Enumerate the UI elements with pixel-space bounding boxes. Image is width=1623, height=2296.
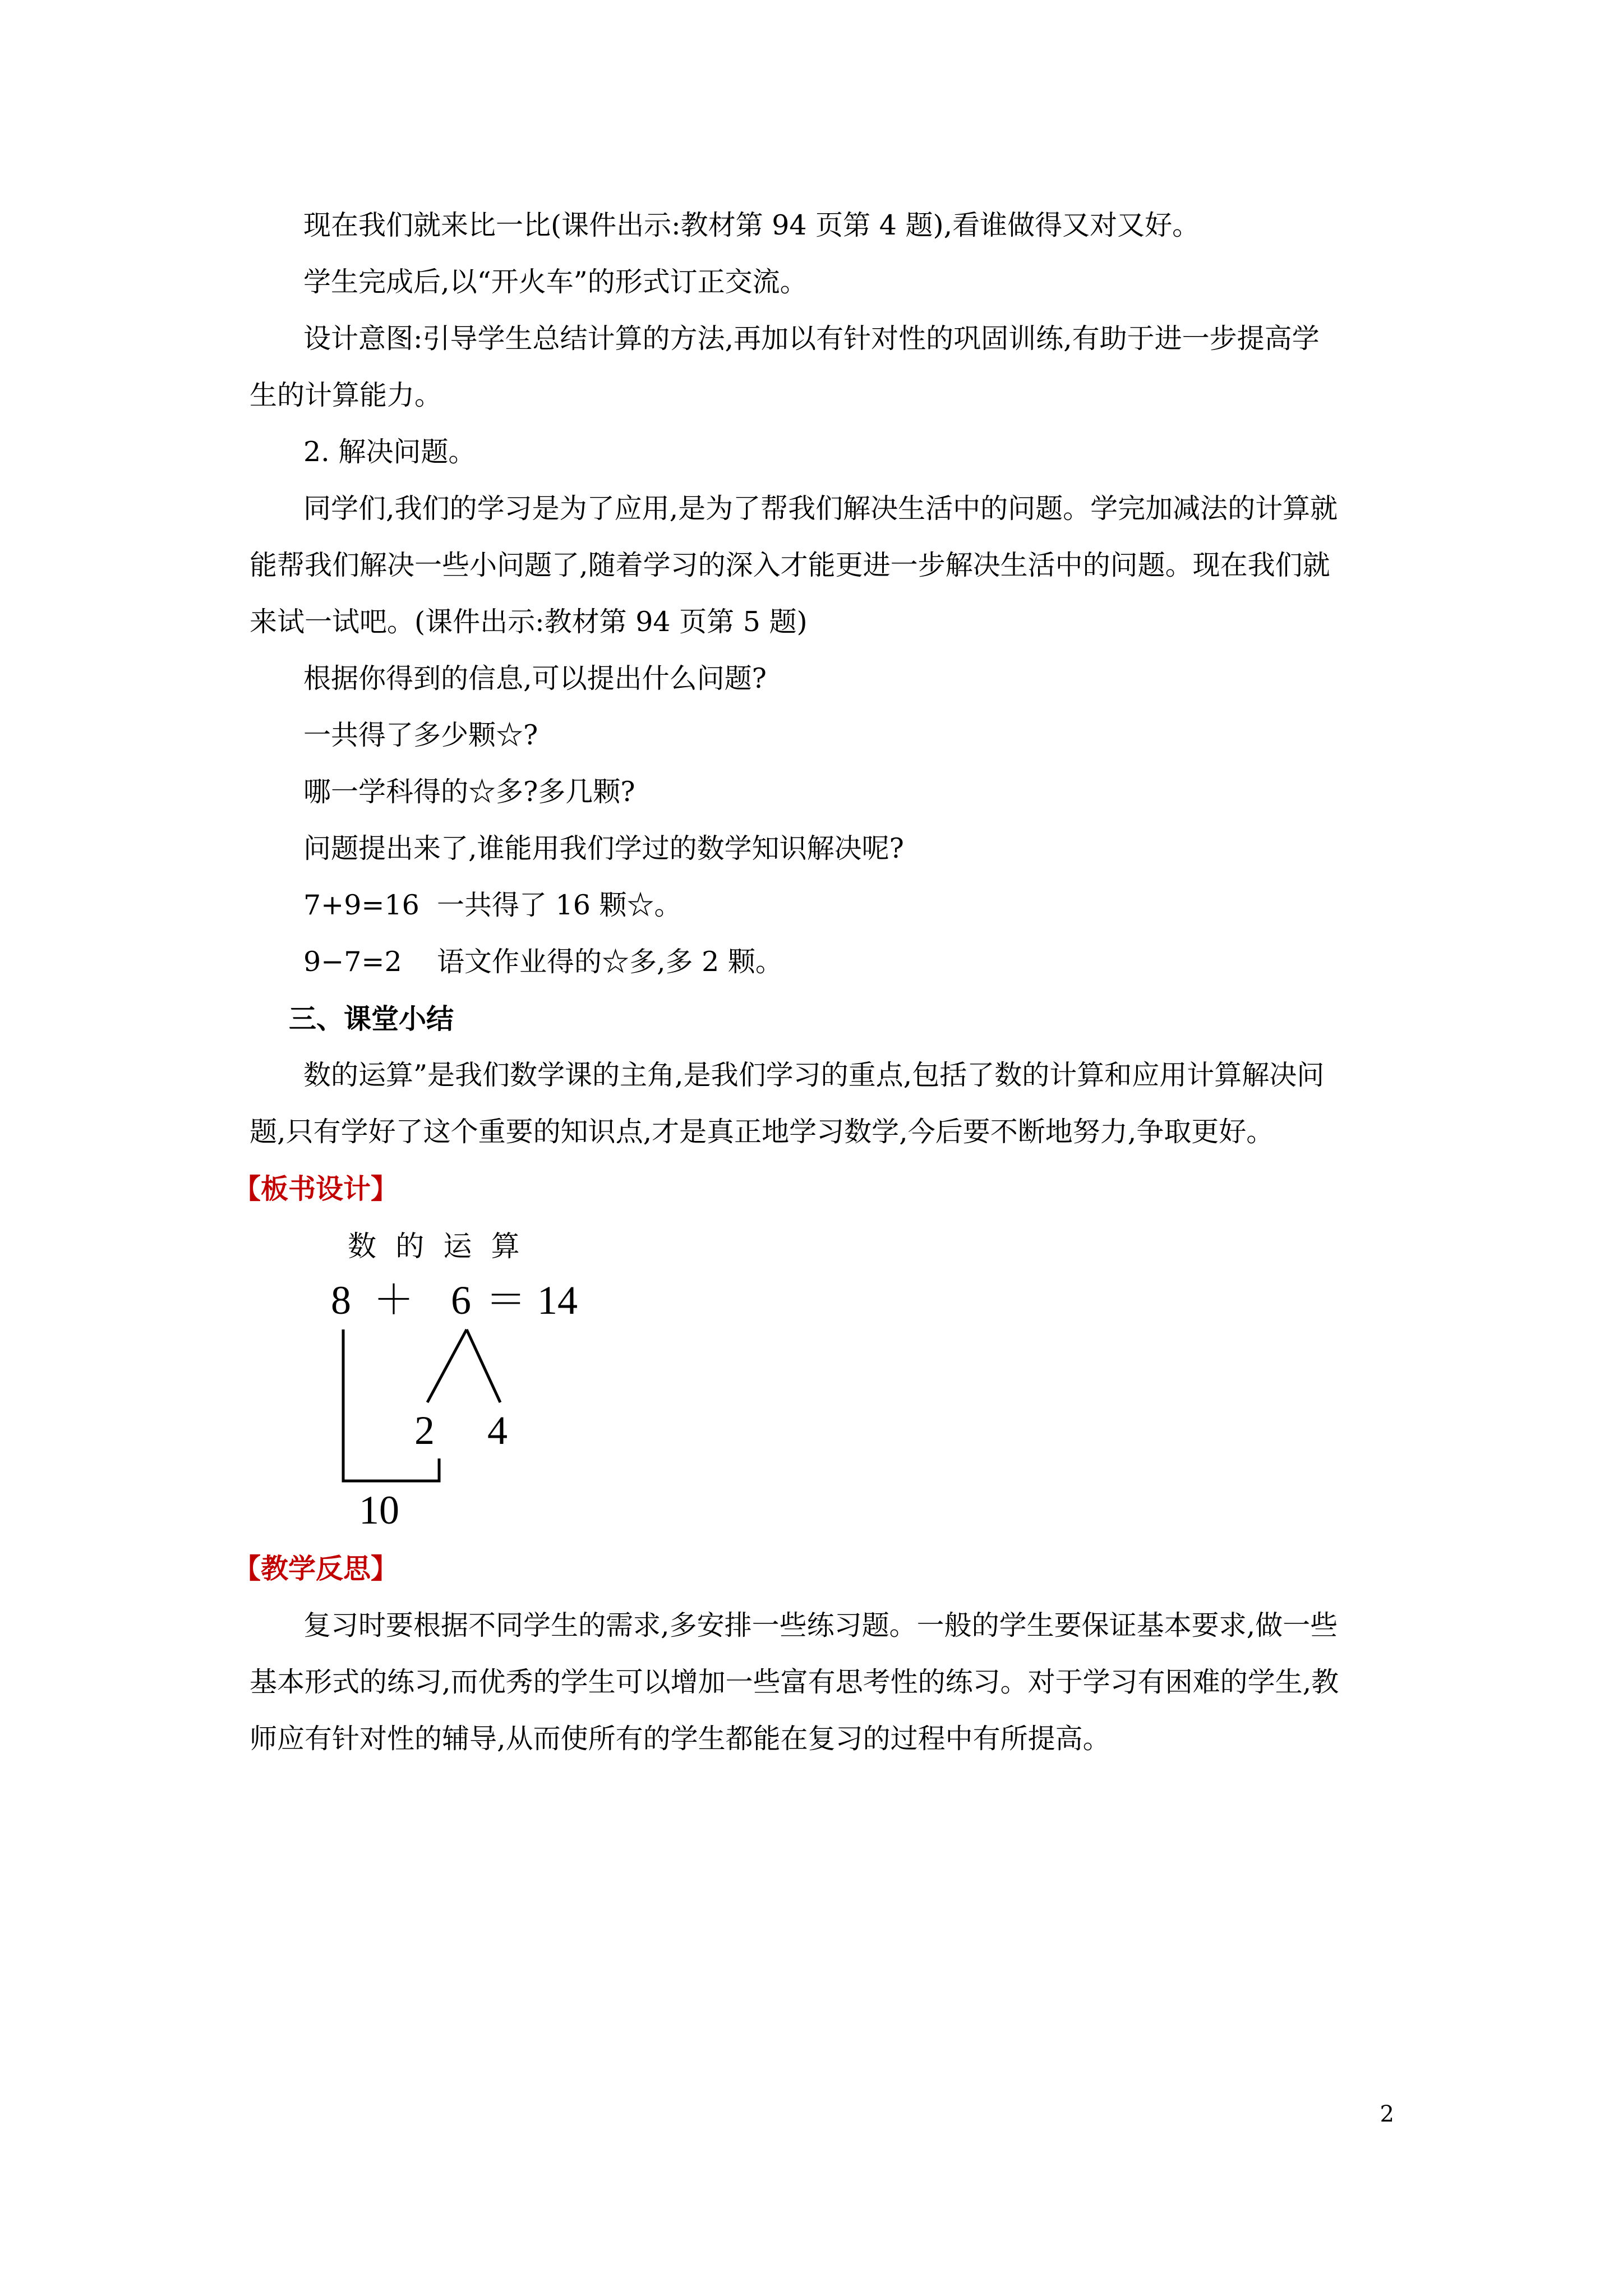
- paragraph-summary-2: 题,只有学好了这个重要的知识点,才是真正地学习数学,今后要不断地努力,争取更好。: [250, 1116, 1274, 1148]
- paragraph-summary-1: 数的运算”是我们数学课的主角,是我们学习的重点,包括了数的计算和应用计算解决问: [303, 1059, 1325, 1091]
- paragraph-question-compare: 哪一学科得的☆多?多几颗?: [303, 776, 635, 808]
- equation-addend-a: 8: [331, 1278, 351, 1323]
- paragraph-reflection-1: 复习时要根据不同学生的需求,多安排一些练习题。一般的学生要保证基本要求,做一些: [303, 1609, 1338, 1641]
- paragraph-design-intent-1: 设计意图:引导学生总结计算的方法,再加以有针对性的巩固训练,有助于进一步提高学: [303, 323, 1320, 355]
- make-ten-sum: 10: [359, 1488, 399, 1533]
- paragraph-correction: 学生完成后,以“开火车”的形式订正交流。: [303, 266, 808, 298]
- paragraph-question-total: 一共得了多少颗☆?: [303, 719, 538, 751]
- equation-equals-sign: ＝: [486, 1278, 527, 1323]
- board-title: 数 的 运 算: [348, 1230, 520, 1263]
- reflection-heading: 【教学反思】: [233, 1553, 399, 1585]
- paragraph-application-1: 同学们,我们的学习是为了应用,是为了帮我们解决生活中的问题。学完加减法的计算就: [303, 493, 1338, 524]
- paragraph-question-prompt: 根据你得到的信息,可以提出什么问题?: [303, 662, 767, 694]
- paragraph-reflection-2: 基本形式的练习,而优秀的学生可以增加一些富有思考性的练习。对于学习有困难的学生,教: [250, 1666, 1339, 1698]
- page-number: 2: [1380, 2101, 1394, 2127]
- split-part-right: 4: [487, 1408, 508, 1453]
- split-part-left: 2: [414, 1408, 435, 1453]
- paragraph-answer-difference: 9−7=2 语文作业得的☆多,多 2 颗。: [303, 946, 783, 978]
- section-heading-summary: 三、课堂小结: [289, 1002, 454, 1035]
- paragraph-reflection-3: 师应有针对性的辅导,从而使所有的学生都能在复习的过程中有所提高。: [250, 1723, 1110, 1755]
- board-design-heading: 【板书设计】: [233, 1173, 399, 1205]
- paragraph-application-2: 能帮我们解决一些小问题了,随着学习的深入才能更进一步解决生活中的问题。现在我们就: [250, 549, 1330, 581]
- paragraph-compare: 现在我们就来比一比(课件出示:教材第 94 页第 4 题),看谁做得又对又好。: [303, 209, 1200, 241]
- paragraph-answer-total: 7+9=16 一共得了 16 颗☆。: [303, 889, 682, 921]
- paragraph-design-intent-2: 生的计算能力。: [250, 379, 442, 411]
- paragraph-solve-prompt: 问题提出来了,谁能用我们学过的数学知识解决呢?: [303, 832, 904, 864]
- subheading-solve-problems: 2. 解决问题。: [303, 436, 476, 468]
- equation-addend-b: 6: [451, 1278, 471, 1323]
- equation-plus-sign: ＋: [374, 1278, 414, 1323]
- paragraph-application-3: 来试一试吧。(课件出示:教材第 94 页第 5 题): [250, 606, 808, 638]
- equation-result: 14: [537, 1278, 578, 1323]
